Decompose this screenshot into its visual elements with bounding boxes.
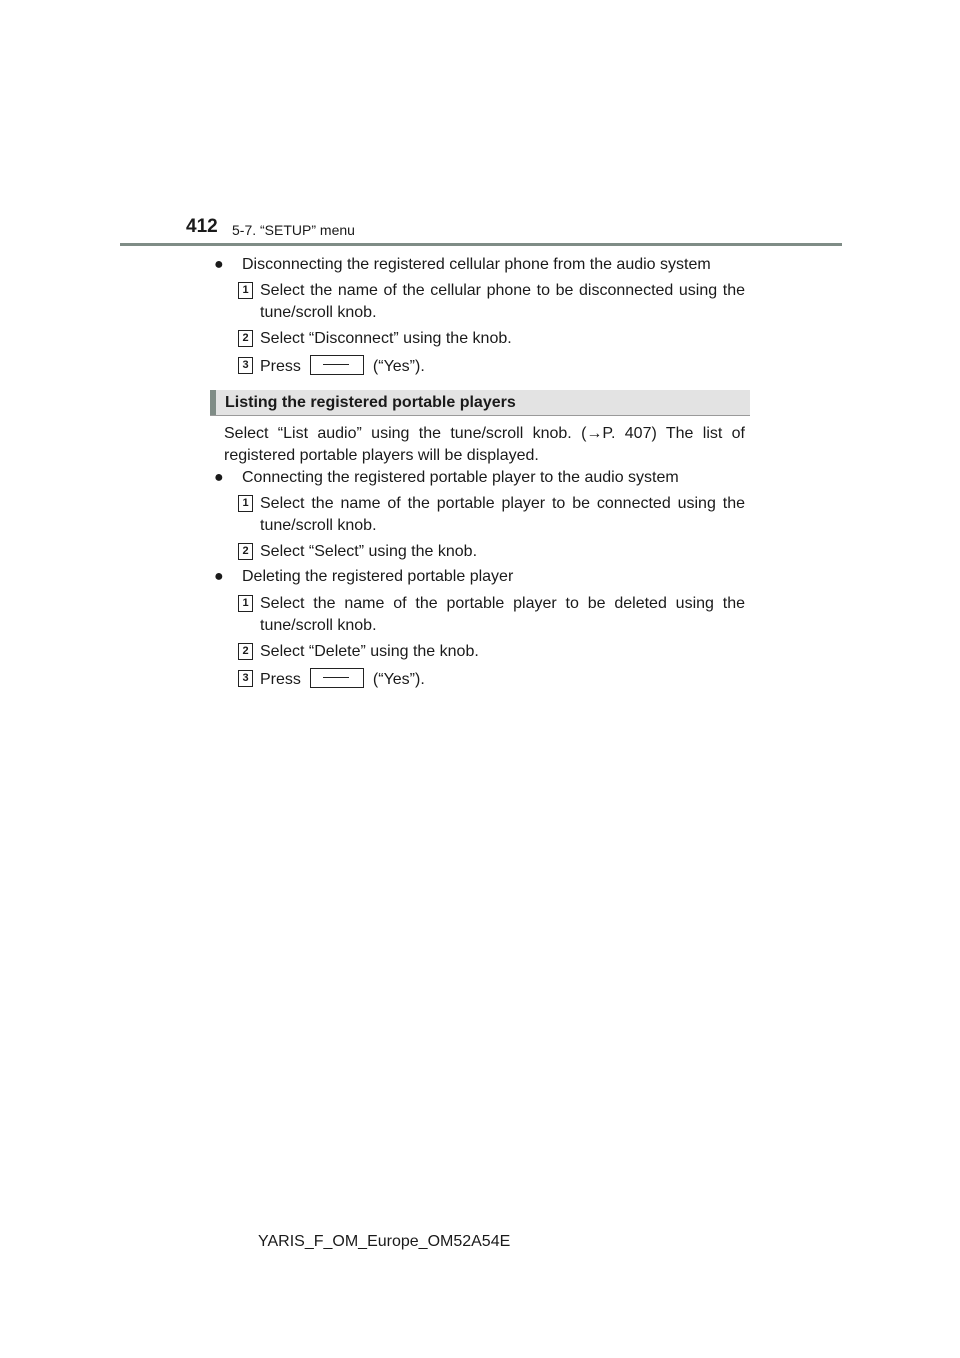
bullet-title: Disconnecting the registered cellular phone from the audio system [242, 256, 711, 273]
intro-paragraph: Select “List audio” using the tune/scroll knob. (→P. 407) The list of registered portable players will be displayed. [224, 425, 745, 464]
step-number-badge: 1 [238, 595, 253, 612]
step-text: Select the name of the portable player to be connected using the tune/scroll knob. [260, 495, 745, 534]
bullet-item-disconnect [214, 254, 711, 276]
bullet-item-connect [214, 467, 679, 489]
step-text [260, 668, 745, 691]
step-text [260, 355, 745, 378]
step-text: Select the name of the portable player to be deleted using the tune/scroll knob. [260, 595, 745, 634]
step-number-badge: 2 [238, 543, 253, 560]
bullet-item-delete [214, 566, 513, 588]
step-number-badge: 2 [238, 330, 253, 347]
section-heading [210, 390, 750, 416]
step-number-badge: 1 [238, 282, 253, 299]
step-text: Select “Select” using the knob. [260, 543, 478, 560]
step-text: Select “Delete” using the knob. [260, 643, 479, 660]
bullet-title: Deleting the registered portable player [242, 568, 514, 585]
yes-label: (“Yes”). [372, 358, 425, 375]
phone-button-icon [310, 668, 364, 688]
section-heading-text: Listing the registered portable players [225, 394, 516, 411]
step-text: Select “Disconnect” using the knob. [260, 330, 512, 347]
step-text: Select the name of the cellular phone to be disconnected using the tune/scroll knob. [260, 282, 745, 321]
press-label: Press [260, 358, 301, 375]
yes-label: (“Yes”). [372, 671, 425, 688]
bullet-title: Connecting the registered portable player to the audio system [242, 469, 679, 486]
bullet-icon: ● [214, 568, 224, 585]
bullet-icon: ● [214, 256, 224, 273]
press-label: Press [260, 671, 301, 688]
step-number-badge: 2 [238, 643, 253, 660]
document-id: YARIS_F_OM_Europe_OM52A54E [258, 1233, 511, 1250]
step-number-badge: 3 [238, 357, 253, 374]
header-divider [120, 243, 842, 246]
page-number: 412 [186, 216, 218, 237]
bullet-icon: ● [214, 469, 224, 486]
heading-accent [210, 390, 216, 415]
phone-button-icon [310, 355, 364, 375]
step-number-badge: 3 [238, 670, 253, 687]
section-title: 5-7. “SETUP” menu [232, 222, 355, 238]
step-number-badge: 1 [238, 495, 253, 512]
